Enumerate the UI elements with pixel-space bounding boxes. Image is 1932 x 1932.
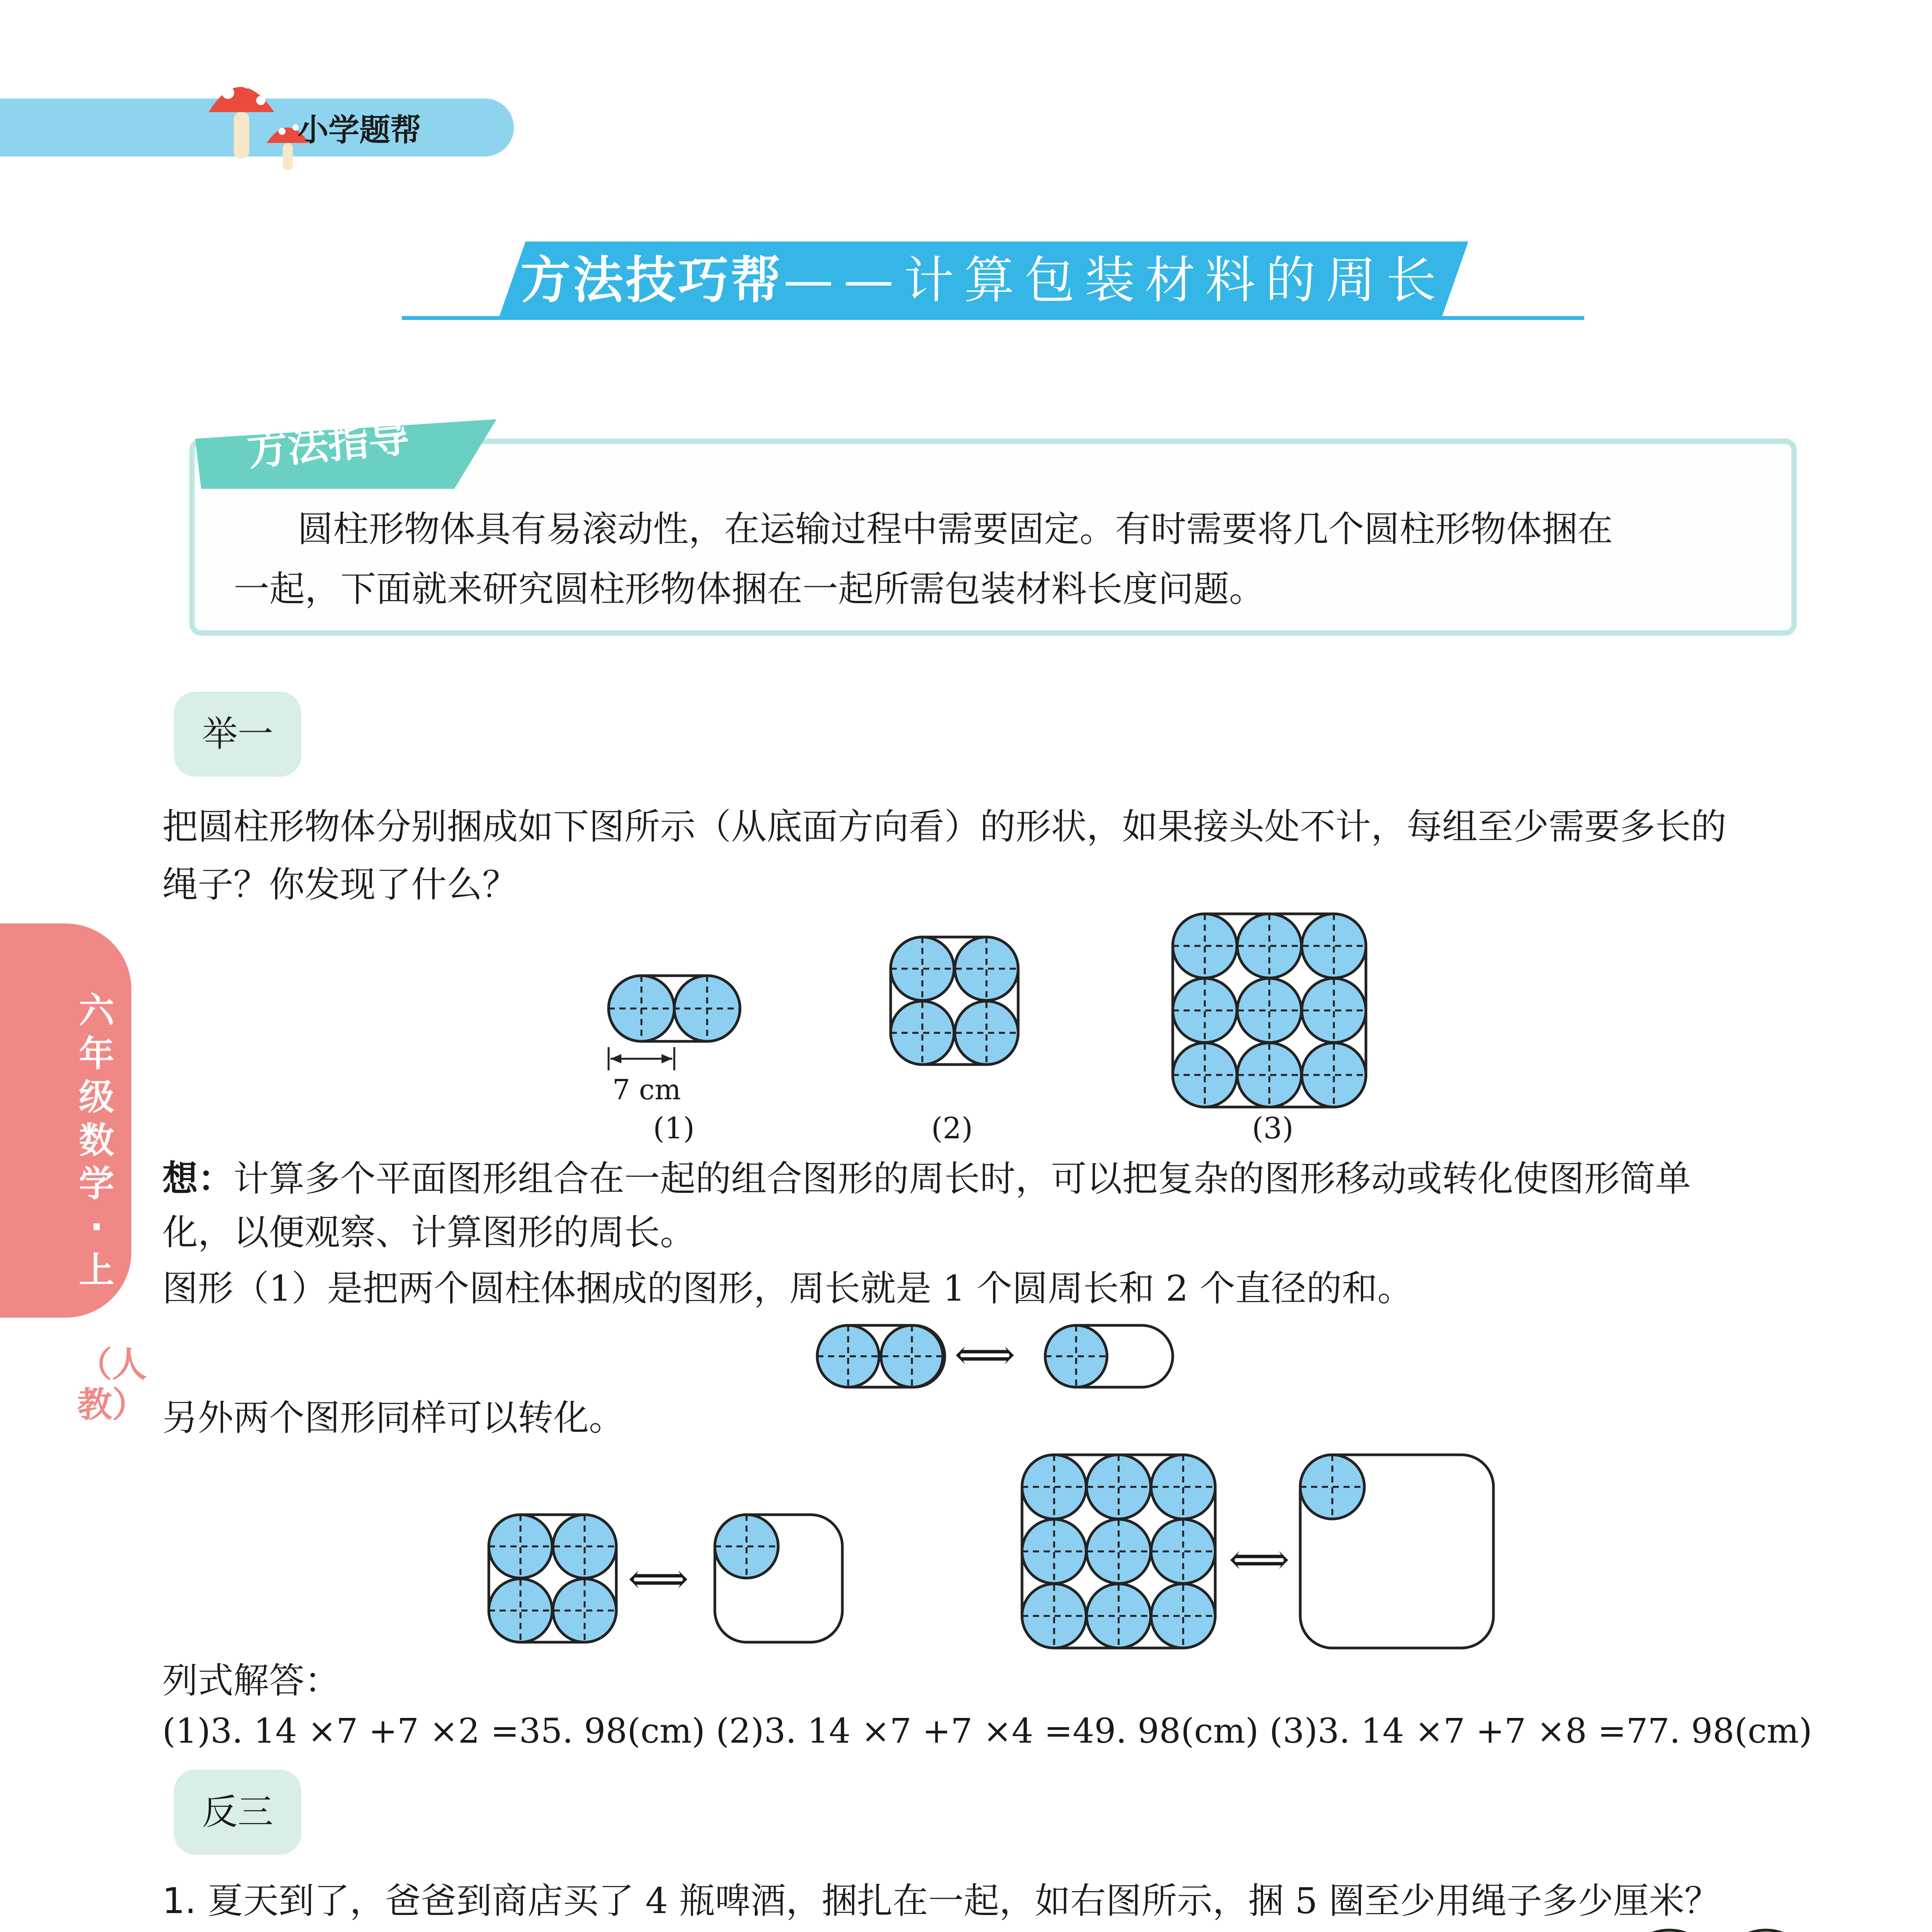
figure-1-two-circles	[607, 974, 746, 1051]
solve-line: (1)3. 14 ×7 +7 ×2 =35. 98(cm) (2)3. 14 ×7 +7 ×4 =49. 98(cm) (3)3. 14 ×7 +7 ×8 =77. 98(cm)	[162, 1711, 1812, 1751]
diameter-label: 7 cm	[612, 1073, 681, 1106]
equivalence-arrow-3: ⟺	[1229, 1534, 1290, 1584]
transform-1-before	[815, 1323, 951, 1393]
page-title	[498, 247, 1468, 313]
transform-2-before	[487, 1513, 618, 1644]
title-main: 方法技巧帮	[520, 251, 783, 310]
example-question-line-1: 把圆柱形物体分别捆成如下图所示（从底面方向看）的形状，如果接头处不计，每组至少需要多长的	[162, 806, 1727, 847]
other-figures-text: 另外两个图形同样可以转化。	[162, 1397, 625, 1439]
side-grade-label: 六年级数学·上	[78, 990, 114, 1291]
transform-2-after	[713, 1513, 844, 1644]
q1-text: 夏天到了，爸爸到商店买了 4 瓶啤酒，捆扎在一起，如右图所示，捆 5 圈至少用绳子多少厘米？	[207, 1880, 1720, 1922]
fig-label-1: (1)	[653, 1111, 695, 1145]
solve-label: 列式解答：	[162, 1660, 340, 1701]
figure-1-explanation: 图形（1）是把两个圆柱体捆成的图形，周长就是 1 个圆周长和 2 个直径的和。	[162, 1268, 1413, 1309]
think-label: 想：	[162, 1158, 234, 1199]
practice-tag: 反三	[174, 1770, 301, 1855]
example-question-line-2: 绳子？你发现了什么？	[162, 864, 518, 905]
figure-3-nine-circles	[1171, 912, 1368, 1109]
guide-tag-label: 方法指导	[245, 413, 411, 475]
side-edition-label: （人教）	[77, 1344, 147, 1425]
example-tag: 举一	[174, 692, 301, 777]
transform-3-before	[1020, 1453, 1217, 1650]
equivalence-arrow-2: ⟺	[628, 1554, 689, 1603]
guide-line-2: 一起，下面就来研究圆柱形物体捆在一起所需包装材料长度问题。	[234, 568, 1265, 610]
figure-2-four-circles	[889, 935, 1020, 1066]
title-sub: ——计算包装材料的周长	[783, 251, 1447, 310]
transform-1-after	[1043, 1323, 1179, 1393]
equivalence-arrow-1: ⟺	[954, 1330, 1015, 1379]
q1-number: 1.	[162, 1880, 196, 1922]
fig-label-2: (2)	[931, 1111, 973, 1145]
guide-line-1: 圆柱形物体具有易滚动性，在运输过程中需要固定。有时需要将几个圆柱形物体捆在	[298, 509, 1613, 550]
q1-line-1	[162, 1874, 1720, 1928]
q1-figure-four-bottles	[1619, 1928, 1820, 1932]
think-line-2: 化，以便观察、计算图形的周长。	[162, 1212, 696, 1253]
q1-line-2	[201, 1926, 485, 1932]
brand-name: 小学题帮	[298, 112, 421, 148]
think-text-1: 计算多个平面图形组合在一起的组合图形的周长时，可以把复杂的图形移动或转化使图形简单	[233, 1158, 1691, 1199]
transform-3-after	[1298, 1453, 1495, 1650]
fig-label-3: (3)	[1252, 1111, 1294, 1145]
think-line-1	[162, 1151, 1691, 1206]
